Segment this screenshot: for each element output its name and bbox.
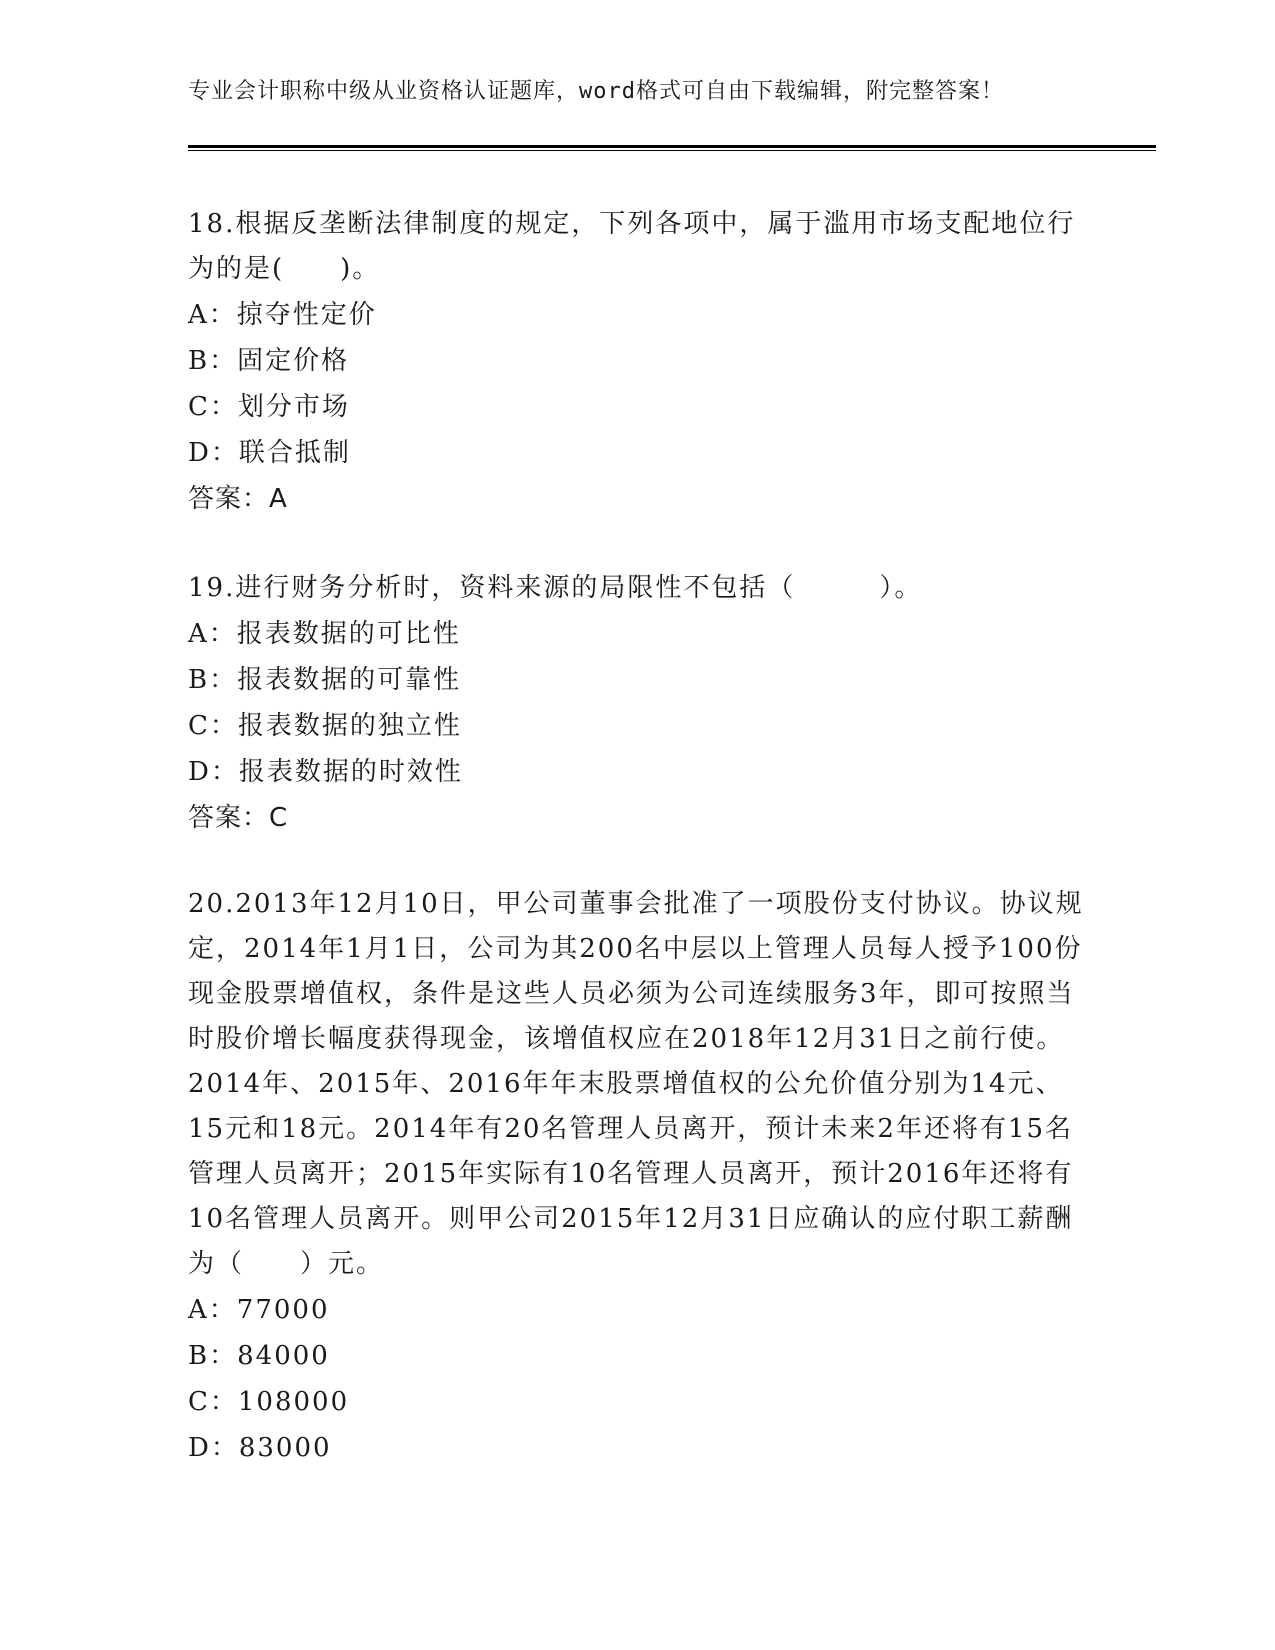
option-c: C：报表数据的独立性 (188, 711, 462, 741)
question-20 (188, 882, 1088, 1471)
option-d: D：联合抵制 (188, 438, 351, 468)
question-stem: 19.进行财务分析时，资料来源的局限性不包括（ ）。 (188, 573, 923, 603)
option-b: B：84000 (188, 1341, 330, 1371)
option-c: C：108000 (188, 1387, 350, 1417)
header-divider-thin (188, 150, 1156, 151)
option-a: A：掠夺性定价 (188, 300, 377, 330)
option-d: D：83000 (188, 1433, 332, 1463)
option-a: A：77000 (188, 1295, 330, 1325)
header-text: 专业会计职称中级从业资格认证题库，word格式可自由下载编辑，附完整答案！ (188, 79, 1004, 104)
option-c: C：划分市场 (188, 392, 350, 422)
question-stem: 20.2013年12月10日，甲公司董事会批准了一项股份支付协议。协议规定，2014年1月1日，公司为其200名中层以上管理人员每人授予100份现金股票增值权，条件是这些人员必须为公司连续服务3年，即可按照当时股价增长幅度获得现金，该增值权应在2018年12月31日之前行使。2014年、2015年、2016年年末股票增值权的公允价值分别为14元、15元和18元。2014年有20名管理人员离开，预计未来2年还将有15名管理人员离开；2015年实际有10名管理人员离开，预计2016年还将有10名管理人员离开。则甲公司2015年12月31日应确认的应付职工薪酬为（ ）元。 (188, 889, 1084, 1279)
option-d: D：报表数据的时效性 (188, 757, 463, 787)
header-divider (188, 145, 1156, 148)
question-19 (188, 566, 1088, 841)
question-stem: 18.根据反垄断法律制度的规定，下列各项中，属于滥用市场支配地位行为的是( )。 (188, 209, 1076, 284)
option-b: B：报表数据的可靠性 (188, 665, 462, 695)
option-b: B：固定价格 (188, 346, 350, 376)
option-a: A：报表数据的可比性 (188, 619, 461, 649)
question-18 (188, 202, 1088, 522)
answer-line: 答案：C (188, 803, 289, 833)
answer-line: 答案：A (188, 484, 288, 514)
